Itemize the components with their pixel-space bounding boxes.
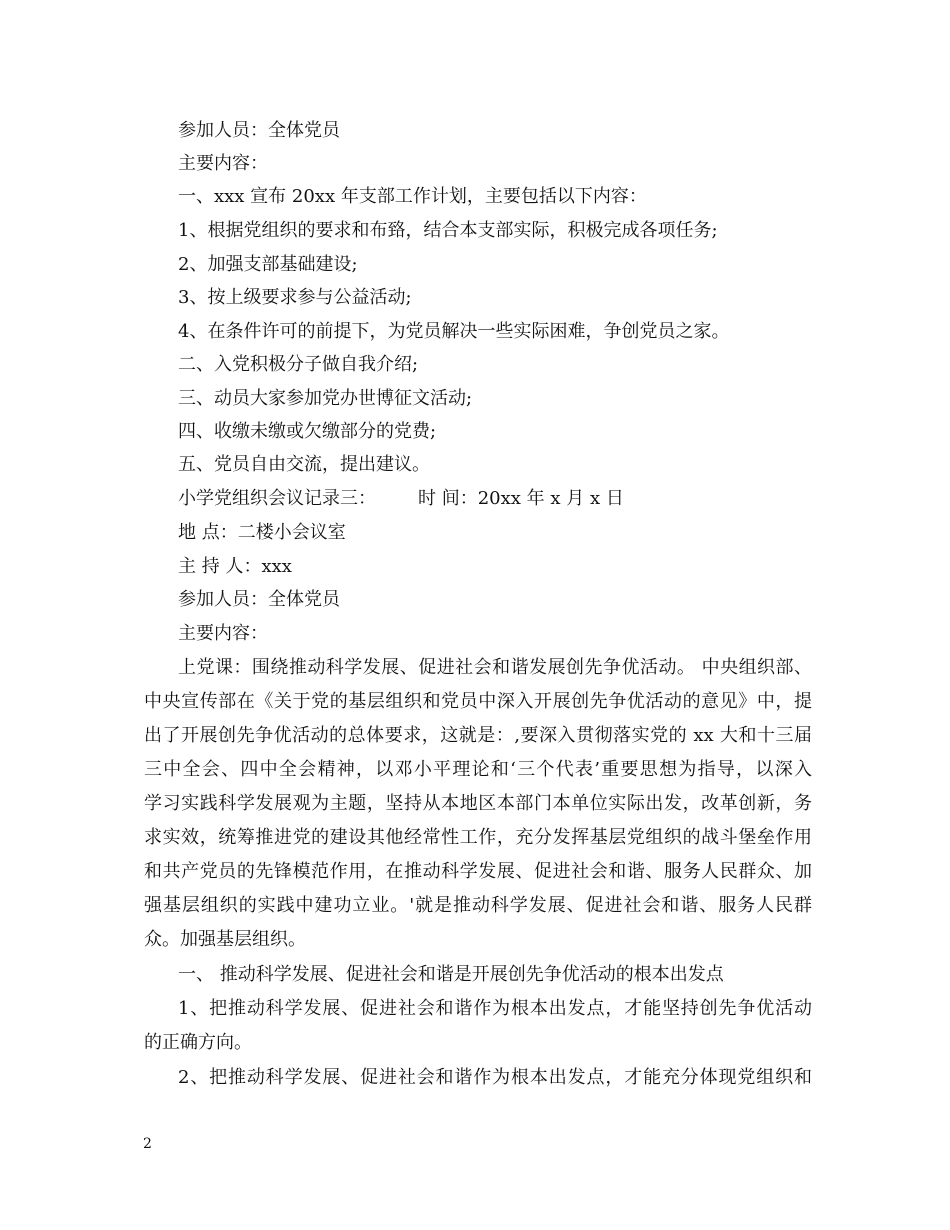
lesson-paragraph-line: 和共产党员的先锋模范作用，在推动科学发展、促进社会和谐、服务人民群众、加 [144, 861, 812, 882]
contents-label: 主要内容： [178, 153, 268, 174]
attendees-line: 参加人员：全体党员 [178, 120, 340, 141]
lesson-paragraph-line: 学习实践科学发展观为主题，坚持从本地区本部门本单位实际出发，改革创新，务 [144, 793, 812, 814]
lesson-paragraph-line: 求实效，统筹推进党的建设其他经常性工作，充分发挥基层党组织的战斗堡垒作用 [144, 827, 812, 848]
section-one-heading: 一、 推动科学发展、促进社会和谐是开展创先争优活动的根本出发点 [178, 964, 724, 985]
agenda-item-1: 一、xxx 宣布 20xx 年支部工作计划，主要包括以下内容： [178, 186, 647, 207]
record-title: 小学党组织会议记录三： [178, 488, 376, 509]
attendees-line-2: 参加人员：全体党员 [178, 589, 340, 610]
page-number: 2 [143, 1136, 152, 1152]
point-one-line: 的正确方向。 [144, 1032, 252, 1053]
host-line: 主 持 人：xxx [178, 556, 292, 577]
plan-item-2: 2、加强支部基础建设; [178, 254, 358, 275]
location-line: 地 点：二楼小会议室 [178, 522, 346, 543]
lesson-paragraph-line: 上党课：围绕推动科学发展、促进社会和谐发展创先争优活动。 中央组织部、 [178, 657, 812, 678]
point-one-line: 1、把推动科学发展、促进社会和谐作为根本出发点，才能坚持创先争优活动 [178, 998, 812, 1019]
lesson-paragraph-line: 中央宣传部在《关于党的基层组织和党员中深入开展创先争优活动的意见》中，提 [144, 691, 812, 712]
plan-item-3: 3、按上级要求参与公益活动; [178, 287, 412, 308]
lesson-paragraph-line: 强基层组织的实践中建功立业。'就是推动科学发展、促进社会和谐、服务人民群 [144, 895, 812, 916]
plan-item-4: 4、在条件许可的前提下，为党员解决一些实际困难，争创党员之家。 [178, 321, 730, 342]
plan-item-1: 1、根据党组织的要求和布臵，结合本支部实际，积极完成各项任务; [178, 220, 718, 241]
lesson-paragraph-line: 众。加强基层组织。 [144, 929, 306, 950]
point-two-line: 2、把推动科学发展、促进社会和谐作为根本出发点，才能充分体现党组织和 [178, 1067, 812, 1088]
lesson-paragraph-line: 三中全会、四中全会精神，以邓小平理论和‘三个代表’重要思想为指导，以深入 [144, 759, 812, 780]
agenda-item-3: 三、动员大家参加党办世博征文活动; [178, 388, 473, 409]
agenda-item-5: 五、党员自由交流，提出建议。 [178, 454, 430, 475]
lesson-paragraph-line: 出了开展创先争优活动的总体要求，这就是：,要深入贯彻落实党的 xx 大和十三届 [144, 725, 812, 746]
contents-label-2: 主要内容： [178, 623, 268, 644]
agenda-item-2: 二、入党积极分子做自我介绍; [178, 354, 419, 375]
agenda-item-4: 四、收缴未缴或欠缴部分的党费; [178, 421, 437, 442]
record-time: 时 间：20xx 年 x 月 x 日 [418, 488, 624, 509]
